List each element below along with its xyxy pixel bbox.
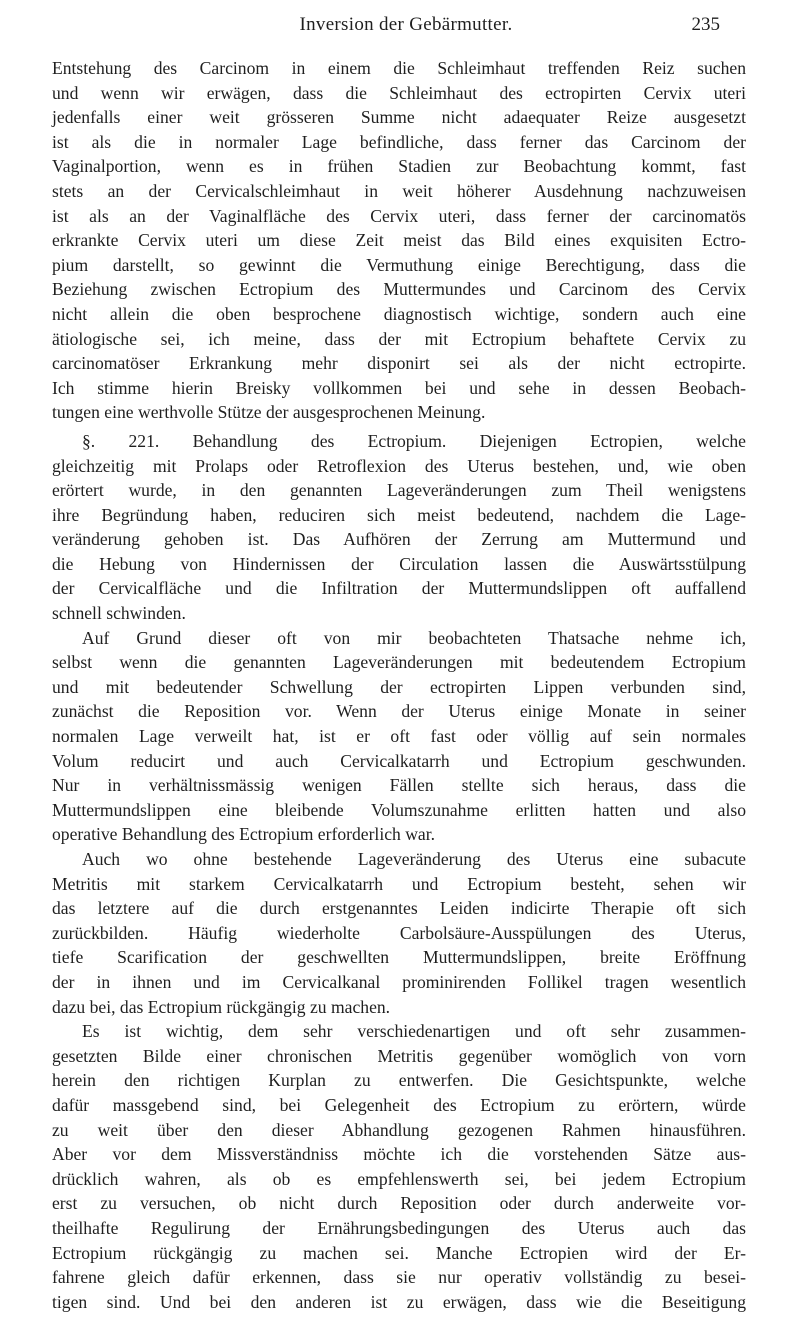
text-line: ihre Begründung haben, reduciren sich meist bedeutend, nachdem die Lage- xyxy=(52,504,746,525)
text-line: ist als die in normaler Lage befindliche, dass ferner das Carcinom der xyxy=(52,131,746,152)
text-line: Auch wo ohne bestehende Lageveränderung des Uterus eine subacute xyxy=(82,849,746,869)
text-line: zu weit über den dieser Abhandlung gezogenen Rahmen hinausführen. xyxy=(52,1119,746,1140)
text-line: veränderung gehoben ist. Das Aufhören der Zerrung am Muttermund und xyxy=(52,529,746,550)
text-line: schnell schwinden. xyxy=(52,603,186,624)
text-line: zurückbilden. Häufig wiederholte Carbolsäure-Ausspülungen des Uterus, xyxy=(52,922,746,943)
text-line: tungen eine werthvolle Stütze der ausgesprochenen Meinung. xyxy=(52,402,486,423)
page-number: 235 xyxy=(691,14,720,35)
text-line: gesetzten Bilde einer chronischen Metritis gegenüber womöglich von vorn xyxy=(52,1045,746,1066)
text-line: jedenfalls einer weit grösseren Summe nicht adaequater Reize ausgesetzt xyxy=(52,107,746,128)
text-line: zunächst die Reposition vor. Wenn der Uterus einige Monate in seiner xyxy=(52,701,746,722)
text-line: ätiologische sei, ich meine, dass der mit Ectropium behaftete Cervix zu xyxy=(52,328,746,349)
text-line: Muttermundslippen eine bleibende Volumszunahme erlitten hatten und also xyxy=(52,799,746,820)
text-line: operative Behandlung des Ectropium erforderlich war. xyxy=(52,824,436,845)
text-line: und mit bedeutender Schwellung der ectropirten Lippen verbunden sind, xyxy=(52,676,746,697)
text-line: theilhafte Regulirung der Ernährungsbedingungen des Uterus auch das xyxy=(52,1217,746,1238)
text-line: dafür massgebend sind, bei Gelegenheit des Ectropium zu erörtern, würde xyxy=(52,1094,746,1115)
text-line: tiefe Scarification der geschwellten Muttermundslippen, breite Eröffnung xyxy=(52,947,746,968)
text-line: selbst wenn die genannten Lageveränderungen mit bedeutendem Ectropium xyxy=(52,652,746,673)
text-line: und wenn wir erwägen, dass die Schleimhaut des ectropirten Cervix uteri xyxy=(52,82,746,103)
text-line: das letztere auf die durch erstgenanntes Leiden indicirte Therapie oft sich xyxy=(52,898,746,919)
text-line: stets an der Cervicalschleimhaut in weit höherer Ausdehnung nachzuweisen xyxy=(52,180,746,201)
text-line: herein den richtigen Kurplan zu entwerfen. Die Gesichtspunkte, welche xyxy=(52,1070,746,1091)
text-line: carcinomatöser Erkrankung mehr disponirt sei als der nicht ectropirte. xyxy=(52,353,746,374)
text-line: Entstehung des Carcinom in einem die Schleimhaut treffenden Reiz suchen xyxy=(52,58,746,78)
text-line: Aber vor dem Missverständniss möchte ich die vorstehenden Sätze aus- xyxy=(52,1144,746,1165)
text-line: der Cervicalfläche und die Infiltration der Muttermundslippen oft auffallend xyxy=(52,578,746,599)
text-line: erst zu versuchen, ob nicht durch Reposition oder durch anderweite vor- xyxy=(52,1193,746,1214)
text-line: Ectropium rückgängig zu machen sei. Manche Ectropien wird der Er- xyxy=(52,1242,746,1263)
running-title: Inversion der Gebärmutter. xyxy=(299,14,513,35)
running-head xyxy=(92,14,720,44)
text-line: Nur in verhältnissmässig wenigen Fällen stellte sich heraus, dass die xyxy=(52,775,746,796)
text-line: die Hebung von Hindernissen der Circulation lassen die Auswärtsstülpung xyxy=(52,553,746,574)
text-line: erörtert wurde, in den genannten Lageveränderungen zum Theil wenigstens xyxy=(52,480,746,501)
text-line: Volum reducirt und auch Cervicalkatarrh und Ectropium geschwunden. xyxy=(52,750,746,771)
text-line: normalen Lage verweilt hat, ist er oft fast oder völlig auf sein normales xyxy=(52,726,746,747)
section-heading-line: §. 221. Behandlung des Ectropium. Diejenigen Ectropien, welche xyxy=(82,430,746,451)
text-line: fahrene gleich dafür erkennen, dass sie nur operativ vollständig zu besei- xyxy=(52,1267,746,1288)
text-line: drücklich wahren, als ob es empfehlenswerth sei, bei jedem Ectropium xyxy=(52,1168,746,1189)
text-line: Metritis mit starkem Cervicalkatarrh und Ectropium besteht, sehen wir xyxy=(52,873,746,894)
text-line: pium darstellt, so gewinnt die Vermuthung einige Berechtigung, dass die xyxy=(52,254,746,275)
text-line: tigen sind. Und bei den anderen ist zu erwägen, dass wie die Beseitigung xyxy=(52,1291,746,1312)
body-text xyxy=(52,56,746,1314)
text-line: Auf Grund dieser oft von mir beobachteten Thatsache nehme ich, xyxy=(82,627,746,648)
text-line: erkrankte Cervix uteri um diese Zeit meist das Bild eines exquisiten Ectro- xyxy=(52,230,746,251)
text-line: Vaginalportion, wenn es in frühen Stadien zur Beobachtung kommt, fast xyxy=(52,156,746,177)
text-line: der in ihnen und im Cervicalkanal prominirenden Follikel tragen wesentlich xyxy=(52,971,746,992)
text-line: gleichzeitig mit Prolaps oder Retroflexion des Uterus bestehen, und, wie oben xyxy=(52,455,746,476)
text-line: nicht allein die oben besprochene diagnostisch wichtige, sondern auch eine xyxy=(52,303,746,324)
text-line: ist als an der Vaginalfläche des Cervix uteri, dass ferner der carcinomatös xyxy=(52,205,746,226)
text-line: Beziehung zwischen Ectropium des Muttermundes und Carcinom des Cervix xyxy=(52,279,746,300)
text-line: Es ist wichtig, dem sehr verschiedenartigen und oft sehr zusammen- xyxy=(82,1021,746,1042)
text-line: dazu bei, das Ectropium rückgängig zu machen. xyxy=(52,996,391,1017)
text-line: Ich stimme hierin Breisky vollkommen bei und sehe in dessen Beobach- xyxy=(52,377,746,398)
